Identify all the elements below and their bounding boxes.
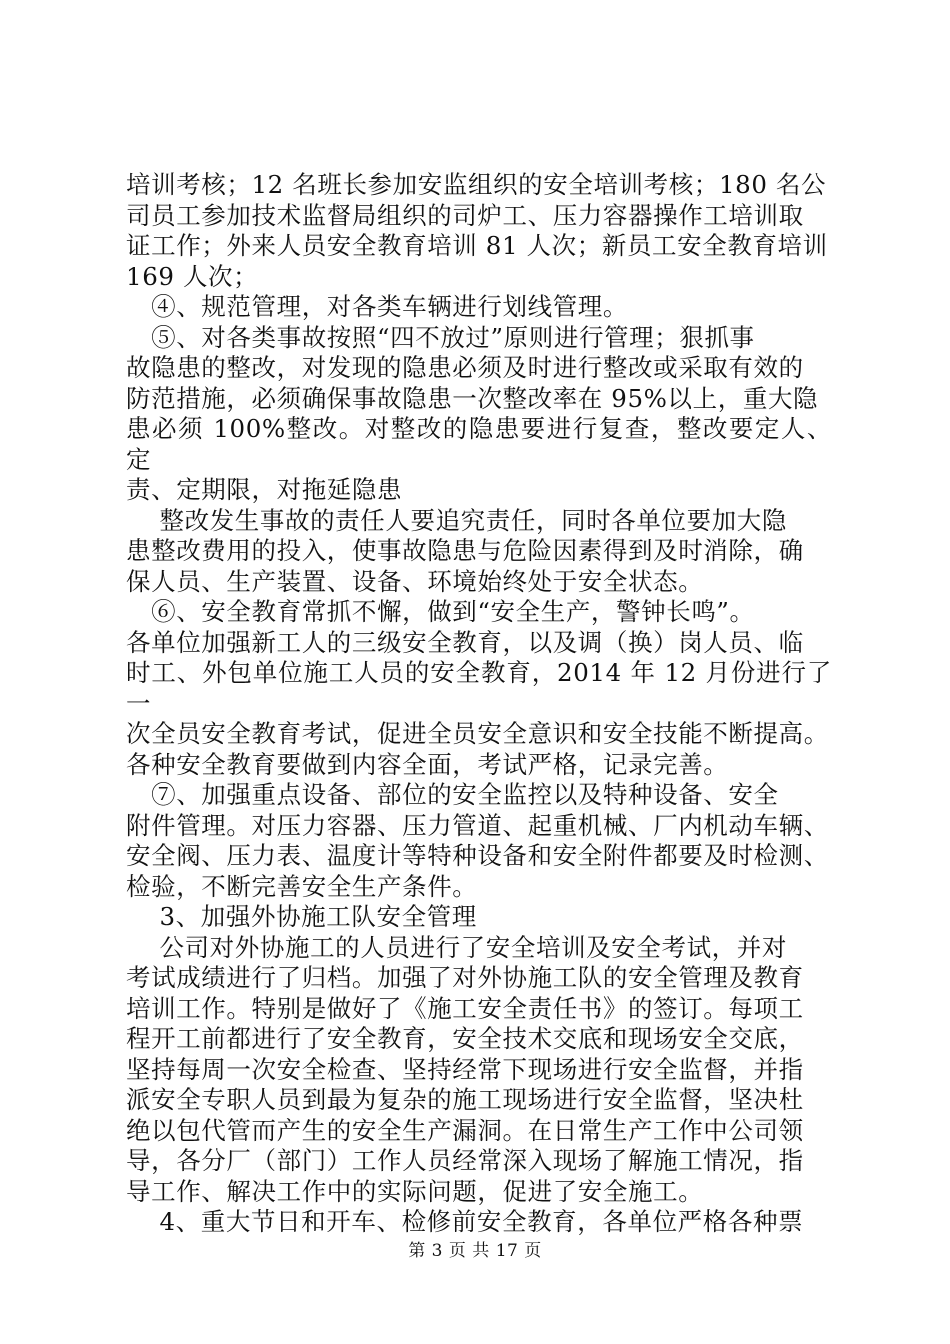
text-line: ⑤、对各类事故按照“四不放过”原则进行管理；狠抓事 (126, 322, 755, 352)
text-line: ④、规范管理，对各类车辆进行划线管理。 (126, 292, 628, 321)
text-line: 169 人次； (126, 261, 259, 291)
text-line: 司员工参加技术监督局组织的司炉工、压力容器操作工培训取 (126, 200, 804, 230)
text-line: ⑥、安全教育常抓不懈，做到“安全生产，警钟长鸣”。 (126, 597, 755, 626)
text-line: 绝以包代管而产生的安全生产漏洞。在日常生产工作中公司领 (126, 1115, 804, 1145)
text-line: 时工、外包单位施工人员的安全教育，2014 年 12 月份进行了一 (126, 658, 832, 718)
text-line: 坚持每周一次安全检查、坚持经常下现场进行安全监督，并指 (126, 1054, 804, 1084)
page-number-footer: 第 3 页 共 17 页 (408, 1241, 542, 1261)
text-line: 程开工前都进行了安全教育，安全技术交底和现场安全交底， (126, 1024, 804, 1053)
text-line: 整改发生事故的责任人要追究责任，同时各单位要加大隐 (126, 505, 787, 535)
text-line: 责、定期限，对拖延隐患 (126, 475, 403, 504)
text-line: 故隐患的整改，对发现的隐患必须及时进行整改或采取有效的 (126, 353, 804, 382)
text-line: 各种安全教育要做到内容全面，考试严格，记录完善。 (126, 749, 729, 779)
text-line: 培训考核；12 名班长参加安监组织的安全培训考核；180 名公 (126, 170, 827, 199)
text-line: 患必须 100%整改。对整改的隐患要进行复查，整改要定人、定 (126, 414, 832, 474)
text-line: 导，各分厂（部门）工作人员经常深入现场了解施工情况，指 (126, 1146, 804, 1175)
text-line: 考试成绩进行了归档。加强了对外协施工队的安全管理及教育 (126, 963, 804, 992)
document-body (126, 170, 832, 1238)
text-line: 附件管理。对压力容器、压力管道、起重机械、厂内机动车辆、 (126, 810, 829, 840)
text-line: 证工作；外来人员安全教育培训 81 人次；新员工安全教育培训 (126, 231, 828, 260)
text-line: 培训工作。特别是做好了《施工安全责任书》的签订。每项工 (126, 993, 804, 1023)
text-line: 患整改费用的投入，使事故隐患与危险因素得到及时消除，确 (126, 536, 804, 565)
text-line: 防范措施，必须确保事故隐患一次整改率在 95%以上，重大隐 (126, 383, 819, 413)
text-line: ⑦、加强重点设备、部位的安全监控以及特种设备、安全 (126, 780, 779, 809)
text-line: 保人员、生产装置、设备、环境始终处于安全状态。 (126, 566, 704, 596)
text-line: 各单位加强新工人的三级安全教育，以及调（换）岗人员、临 (126, 627, 804, 657)
text-line: 3、加强外协施工队安全管理 (126, 902, 477, 931)
text-line: 导工作、解决工作中的实际问题，促进了安全施工。 (126, 1176, 704, 1206)
text-line: 派安全专职人员到最为复杂的施工现场进行安全监督，坚决杜 (126, 1085, 804, 1114)
text-line: 次全员安全教育考试，促进全员安全意识和安全技能不断提高。 (126, 719, 829, 748)
text-line: 检验，不断完善安全生产条件。 (126, 871, 478, 901)
text-line: 4、重大节日和开车、检修前安全教育，各单位严格各种票 (126, 1207, 804, 1236)
text-line: 公司对外协施工的人员进行了安全培训及安全考试，并对 (126, 932, 787, 962)
text-line: 安全阀、压力表、温度计等特种设备和安全附件都要及时检测、 (126, 841, 829, 870)
